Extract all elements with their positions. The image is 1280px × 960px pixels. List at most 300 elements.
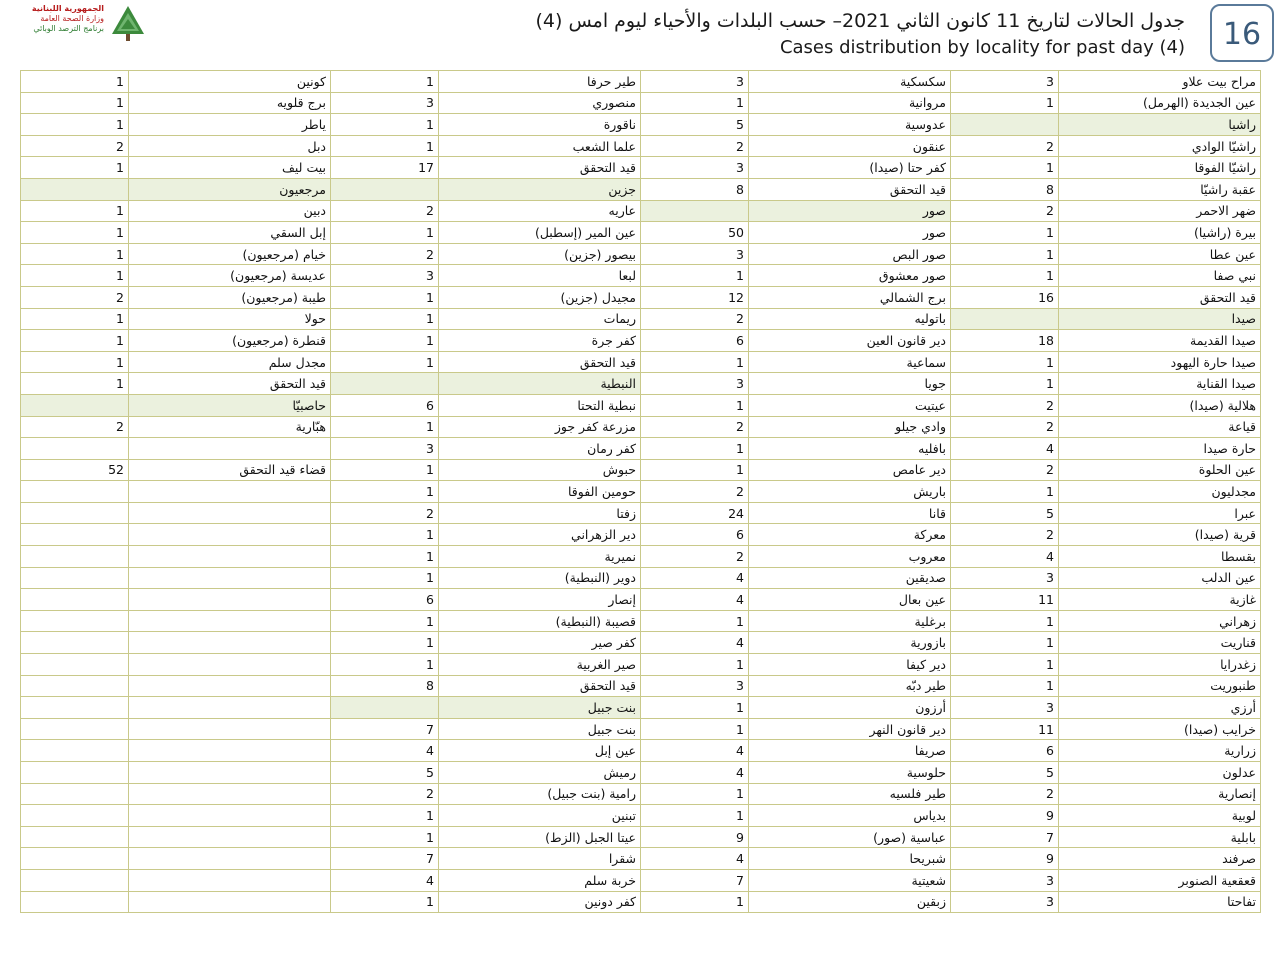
locality-name: شقرا bbox=[439, 848, 641, 870]
locality-name: بازورية bbox=[749, 632, 951, 654]
case-count bbox=[21, 524, 129, 546]
locality-name: تفاحتا bbox=[1059, 891, 1261, 913]
locality-name: بقسطا bbox=[1059, 546, 1261, 568]
locality-name: سماعية bbox=[749, 351, 951, 373]
locality-name: زغدرايا bbox=[1059, 654, 1261, 676]
case-count: 1 bbox=[951, 373, 1059, 395]
locality-name: قعقعية الصنوبر bbox=[1059, 869, 1261, 891]
locality-name bbox=[129, 891, 331, 913]
case-count: 2 bbox=[641, 135, 749, 157]
locality-name: إنصار bbox=[439, 589, 641, 611]
locality-name: شبريحا bbox=[749, 848, 951, 870]
locality-name: علما الشعب bbox=[439, 135, 641, 157]
table-row bbox=[21, 891, 1261, 913]
locality-name: كفر حتا (صيدا) bbox=[749, 157, 951, 179]
locality-name: هلالية (صيدا) bbox=[1059, 394, 1261, 416]
table-row bbox=[21, 92, 1261, 114]
case-count: 4 bbox=[641, 848, 749, 870]
locality-name bbox=[129, 718, 331, 740]
case-count: 1 bbox=[951, 243, 1059, 265]
case-count: 7 bbox=[331, 848, 439, 870]
case-count bbox=[21, 826, 129, 848]
case-count: 1 bbox=[331, 546, 439, 568]
locality-name: منصوري bbox=[439, 92, 641, 114]
case-count: 1 bbox=[951, 351, 1059, 373]
locality-name: حبوش bbox=[439, 459, 641, 481]
locality-name bbox=[129, 610, 331, 632]
case-count bbox=[21, 718, 129, 740]
locality-name: لبعا bbox=[439, 265, 641, 287]
case-count: 9 bbox=[951, 805, 1059, 827]
case-count: 1 bbox=[331, 459, 439, 481]
locality-name: جويا bbox=[749, 373, 951, 395]
table-row bbox=[21, 351, 1261, 373]
case-count: 2 bbox=[641, 416, 749, 438]
case-count: 2 bbox=[951, 135, 1059, 157]
locality-name bbox=[129, 697, 331, 719]
table-row bbox=[21, 135, 1261, 157]
locality-name: مجيدل (جزين) bbox=[439, 286, 641, 308]
case-count: 1 bbox=[331, 805, 439, 827]
case-count bbox=[21, 654, 129, 676]
case-count: 5 bbox=[951, 762, 1059, 784]
case-count: 52 bbox=[21, 459, 129, 481]
case-count: 1 bbox=[331, 114, 439, 136]
case-count: 4 bbox=[331, 740, 439, 762]
locality-name: مجدل سلم bbox=[129, 351, 331, 373]
case-count: 1 bbox=[641, 92, 749, 114]
table-row bbox=[21, 869, 1261, 891]
case-count: 1 bbox=[951, 481, 1059, 503]
locality-name: دير قانون العين bbox=[749, 330, 951, 352]
case-count: 3 bbox=[641, 373, 749, 395]
locality-name: برج الشمالي bbox=[749, 286, 951, 308]
locality-name: قرية (صيدا) bbox=[1059, 524, 1261, 546]
case-count: 4 bbox=[331, 869, 439, 891]
case-count: 2 bbox=[951, 524, 1059, 546]
locality-name: عين الدلب bbox=[1059, 567, 1261, 589]
locality-name: بنت جبيل bbox=[439, 697, 641, 719]
locality-name: قيد التحقق bbox=[129, 373, 331, 395]
case-count: 2 bbox=[641, 308, 749, 330]
case-count: 8 bbox=[951, 178, 1059, 200]
case-count bbox=[331, 178, 439, 200]
case-count: 4 bbox=[641, 762, 749, 784]
case-count bbox=[21, 502, 129, 524]
locality-name bbox=[129, 438, 331, 460]
locality-name bbox=[129, 481, 331, 503]
locality-name: عاريه bbox=[439, 200, 641, 222]
case-count bbox=[21, 783, 129, 805]
table-row bbox=[21, 826, 1261, 848]
locality-name: كونين bbox=[129, 71, 331, 93]
locality-name bbox=[129, 783, 331, 805]
case-count: 1 bbox=[641, 891, 749, 913]
case-count: 2 bbox=[951, 394, 1059, 416]
locality-name: طنبوريت bbox=[1059, 675, 1261, 697]
table-row bbox=[21, 675, 1261, 697]
case-count bbox=[21, 740, 129, 762]
locality-name: معروب bbox=[749, 546, 951, 568]
case-count bbox=[21, 869, 129, 891]
case-count: 7 bbox=[331, 718, 439, 740]
case-count: 1 bbox=[331, 654, 439, 676]
case-count bbox=[641, 200, 749, 222]
locality-name: باريش bbox=[749, 481, 951, 503]
locality-name: نبطية التحتا bbox=[439, 394, 641, 416]
locality-name: قضاء قيد التحقق bbox=[129, 459, 331, 481]
table-row bbox=[21, 459, 1261, 481]
table-row bbox=[21, 330, 1261, 352]
locality-name bbox=[129, 826, 331, 848]
case-count bbox=[21, 438, 129, 460]
case-count: 1 bbox=[951, 654, 1059, 676]
case-count: 1 bbox=[21, 373, 129, 395]
case-count: 1 bbox=[641, 654, 749, 676]
case-count bbox=[331, 373, 439, 395]
case-count: 1 bbox=[21, 200, 129, 222]
case-count: 8 bbox=[331, 675, 439, 697]
table-row bbox=[21, 178, 1261, 200]
locality-name: طير فلسيه bbox=[749, 783, 951, 805]
case-count bbox=[951, 114, 1059, 136]
locality-name: قيد التحقق bbox=[749, 178, 951, 200]
case-count: 4 bbox=[951, 546, 1059, 568]
locality-name: برج قلويه bbox=[129, 92, 331, 114]
locality-name: صور bbox=[749, 200, 951, 222]
page-number-badge: 16 bbox=[1210, 4, 1274, 62]
locality-name: رميش bbox=[439, 762, 641, 784]
case-count: 1 bbox=[641, 783, 749, 805]
table-row bbox=[21, 718, 1261, 740]
locality-name: صيدا حارة اليهود bbox=[1059, 351, 1261, 373]
locality-name: عين الحلوة bbox=[1059, 459, 1261, 481]
case-count bbox=[21, 481, 129, 503]
logo-line-1: الجمهورية اللبنانية bbox=[31, 4, 104, 13]
case-count: 1 bbox=[331, 416, 439, 438]
locality-name: عدلون bbox=[1059, 762, 1261, 784]
case-count: 1 bbox=[331, 481, 439, 503]
case-count: 2 bbox=[331, 502, 439, 524]
locality-name: خربة سلم bbox=[439, 869, 641, 891]
case-count: 1 bbox=[331, 891, 439, 913]
case-count: 1 bbox=[951, 92, 1059, 114]
case-count: 4 bbox=[641, 567, 749, 589]
case-count: 2 bbox=[641, 546, 749, 568]
locality-name: ناقورة bbox=[439, 114, 641, 136]
case-count: 6 bbox=[951, 740, 1059, 762]
case-count: 1 bbox=[331, 135, 439, 157]
locality-name: عين الجديدة (الهرمل) bbox=[1059, 92, 1261, 114]
case-count: 1 bbox=[641, 697, 749, 719]
ministry-logo bbox=[8, 4, 148, 44]
locality-name: مروانية bbox=[749, 92, 951, 114]
table-row bbox=[21, 157, 1261, 179]
case-count: 4 bbox=[951, 438, 1059, 460]
case-count: 5 bbox=[951, 502, 1059, 524]
case-count: 12 bbox=[641, 286, 749, 308]
case-count: 6 bbox=[641, 524, 749, 546]
case-count: 1 bbox=[331, 524, 439, 546]
locality-name: قصيبة (النبطية) bbox=[439, 610, 641, 632]
table-row bbox=[21, 243, 1261, 265]
locality-name: أرزون bbox=[749, 697, 951, 719]
locality-name bbox=[129, 524, 331, 546]
case-count: 11 bbox=[951, 589, 1059, 611]
locality-name: مجدليون bbox=[1059, 481, 1261, 503]
locality-name: إنصارية bbox=[1059, 783, 1261, 805]
locality-name: عين المير (إسطبل) bbox=[439, 222, 641, 244]
case-count: 1 bbox=[951, 265, 1059, 287]
case-count: 2 bbox=[331, 783, 439, 805]
locality-name: عقبة راشيّا bbox=[1059, 178, 1261, 200]
case-count: 1 bbox=[951, 610, 1059, 632]
case-count: 1 bbox=[21, 351, 129, 373]
locality-name: عنقون bbox=[749, 135, 951, 157]
case-count: 1 bbox=[331, 71, 439, 93]
locality-name: كفر دونين bbox=[439, 891, 641, 913]
case-count: 3 bbox=[331, 265, 439, 287]
case-count: 1 bbox=[951, 222, 1059, 244]
case-count bbox=[21, 632, 129, 654]
locality-name: قناريت bbox=[1059, 632, 1261, 654]
case-count: 5 bbox=[331, 762, 439, 784]
table-row bbox=[21, 438, 1261, 460]
case-count: 1 bbox=[21, 265, 129, 287]
locality-name: قنطرة (مرجعيون) bbox=[129, 330, 331, 352]
locality-name: عين إبل bbox=[439, 740, 641, 762]
case-count: 6 bbox=[331, 589, 439, 611]
case-count: 7 bbox=[641, 869, 749, 891]
case-count: 3 bbox=[641, 71, 749, 93]
case-count: 17 bbox=[331, 157, 439, 179]
locality-name: معركة bbox=[749, 524, 951, 546]
table-row bbox=[21, 286, 1261, 308]
table-row bbox=[21, 567, 1261, 589]
table-row bbox=[21, 697, 1261, 719]
table-row bbox=[21, 481, 1261, 503]
case-count: 3 bbox=[641, 675, 749, 697]
locality-name: صيدا القديمة bbox=[1059, 330, 1261, 352]
cases-table-body bbox=[21, 71, 1261, 913]
locality-name bbox=[129, 848, 331, 870]
case-count: 1 bbox=[21, 71, 129, 93]
locality-name: باتوليه bbox=[749, 308, 951, 330]
locality-name bbox=[129, 805, 331, 827]
table-row bbox=[21, 71, 1261, 93]
page-header bbox=[0, 0, 1280, 68]
locality-name: دير الزهراني bbox=[439, 524, 641, 546]
locality-name: زرارية bbox=[1059, 740, 1261, 762]
table-row bbox=[21, 222, 1261, 244]
locality-name: حومين الفوقا bbox=[439, 481, 641, 503]
locality-name: دير عامص bbox=[749, 459, 951, 481]
table-row bbox=[21, 416, 1261, 438]
locality-name: صور البص bbox=[749, 243, 951, 265]
locality-name: زهراني bbox=[1059, 610, 1261, 632]
table-row bbox=[21, 394, 1261, 416]
case-count: 2 bbox=[21, 135, 129, 157]
locality-name: سكسكية bbox=[749, 71, 951, 93]
locality-name: دير كيفا bbox=[749, 654, 951, 676]
table-row bbox=[21, 610, 1261, 632]
locality-name: بافليه bbox=[749, 438, 951, 460]
table-row bbox=[21, 589, 1261, 611]
case-count: 2 bbox=[21, 286, 129, 308]
locality-name: بيرة (راشيا) bbox=[1059, 222, 1261, 244]
case-count: 1 bbox=[21, 114, 129, 136]
table-row bbox=[21, 308, 1261, 330]
case-count: 1 bbox=[951, 157, 1059, 179]
case-count: 2 bbox=[331, 200, 439, 222]
locality-name: برغلية bbox=[749, 610, 951, 632]
locality-name: حولا bbox=[129, 308, 331, 330]
case-count: 7 bbox=[951, 826, 1059, 848]
locality-name: أرزي bbox=[1059, 697, 1261, 719]
locality-name bbox=[129, 869, 331, 891]
locality-name: مزرعة كفر جوز bbox=[439, 416, 641, 438]
case-count: 2 bbox=[21, 416, 129, 438]
case-count: 3 bbox=[951, 71, 1059, 93]
locality-name: بنت جبيل bbox=[439, 718, 641, 740]
locality-name bbox=[129, 546, 331, 568]
locality-name: صيدا القناية bbox=[1059, 373, 1261, 395]
locality-name: لوبية bbox=[1059, 805, 1261, 827]
case-count: 2 bbox=[951, 459, 1059, 481]
locality-name: طيبة (مرجعيون) bbox=[129, 286, 331, 308]
case-count: 1 bbox=[641, 718, 749, 740]
locality-name: نميرية bbox=[439, 546, 641, 568]
locality-name: بيت ليف bbox=[129, 157, 331, 179]
locality-name: قانا bbox=[749, 502, 951, 524]
table-row bbox=[21, 502, 1261, 524]
case-count: 3 bbox=[331, 92, 439, 114]
locality-name: عبرا bbox=[1059, 502, 1261, 524]
case-count: 9 bbox=[641, 826, 749, 848]
case-count: 4 bbox=[641, 740, 749, 762]
table-row bbox=[21, 265, 1261, 287]
locality-name: حارة صيدا bbox=[1059, 438, 1261, 460]
case-count: 1 bbox=[21, 222, 129, 244]
locality-name: عديسة (مرجعيون) bbox=[129, 265, 331, 287]
logo-text bbox=[8, 4, 104, 34]
case-count: 3 bbox=[951, 891, 1059, 913]
case-count: 2 bbox=[951, 783, 1059, 805]
locality-name: قيد التحقق bbox=[439, 351, 641, 373]
logo-line-3: برنامج الترصد الوبائي bbox=[33, 24, 104, 33]
locality-name bbox=[129, 762, 331, 784]
locality-name: عيتيت bbox=[749, 394, 951, 416]
locality-name: كفر جرة bbox=[439, 330, 641, 352]
title-english: Cases distribution by locality for past day (4) bbox=[779, 37, 1185, 58]
case-count: 1 bbox=[331, 330, 439, 352]
locality-name: راشيا bbox=[1059, 114, 1261, 136]
locality-name: صرفند bbox=[1059, 848, 1261, 870]
locality-name: قيد التحقق bbox=[1059, 286, 1261, 308]
locality-name: كفر رمان bbox=[439, 438, 641, 460]
case-count: 50 bbox=[641, 222, 749, 244]
locality-name: بيصور (جزين) bbox=[439, 243, 641, 265]
case-count: 18 bbox=[951, 330, 1059, 352]
locality-name bbox=[129, 654, 331, 676]
case-count: 1 bbox=[641, 438, 749, 460]
locality-name: رامية (بنت جبيل) bbox=[439, 783, 641, 805]
locality-name: صور bbox=[749, 222, 951, 244]
case-count bbox=[21, 848, 129, 870]
locality-name: صيدا bbox=[1059, 308, 1261, 330]
case-count bbox=[331, 697, 439, 719]
case-count: 2 bbox=[641, 481, 749, 503]
case-count: 1 bbox=[641, 610, 749, 632]
locality-name: دوير (النبطية) bbox=[439, 567, 641, 589]
case-count: 1 bbox=[331, 351, 439, 373]
case-count: 3 bbox=[951, 697, 1059, 719]
case-count: 6 bbox=[641, 330, 749, 352]
locality-name bbox=[129, 740, 331, 762]
table-row bbox=[21, 200, 1261, 222]
locality-name: كفر صير bbox=[439, 632, 641, 654]
case-count: 1 bbox=[641, 351, 749, 373]
case-count: 1 bbox=[331, 222, 439, 244]
table-row bbox=[21, 632, 1261, 654]
case-count: 4 bbox=[641, 632, 749, 654]
case-count: 3 bbox=[641, 243, 749, 265]
locality-name: قياعة bbox=[1059, 416, 1261, 438]
table-row bbox=[21, 783, 1261, 805]
case-count: 2 bbox=[331, 243, 439, 265]
cedar-icon bbox=[108, 4, 148, 44]
case-count: 3 bbox=[951, 869, 1059, 891]
locality-name: قيد التحقق bbox=[439, 157, 641, 179]
case-count: 1 bbox=[951, 632, 1059, 654]
table-row bbox=[21, 654, 1261, 676]
case-count bbox=[21, 178, 129, 200]
locality-name: طير دبّه bbox=[749, 675, 951, 697]
locality-name: وادي جيلو bbox=[749, 416, 951, 438]
case-count bbox=[21, 891, 129, 913]
locality-name: صديقين bbox=[749, 567, 951, 589]
case-count: 1 bbox=[21, 92, 129, 114]
locality-name: نبي صفا bbox=[1059, 265, 1261, 287]
locality-name: راشيّا الفوقا bbox=[1059, 157, 1261, 179]
locality-name: راشيّا الوادي bbox=[1059, 135, 1261, 157]
case-count bbox=[21, 567, 129, 589]
locality-name: زبقين bbox=[749, 891, 951, 913]
locality-name: مراح بيت علاو bbox=[1059, 71, 1261, 93]
case-count: 1 bbox=[21, 330, 129, 352]
case-count: 1 bbox=[331, 308, 439, 330]
locality-name bbox=[129, 632, 331, 654]
locality-name bbox=[129, 675, 331, 697]
table-row bbox=[21, 848, 1261, 870]
case-count bbox=[21, 762, 129, 784]
case-count: 4 bbox=[641, 589, 749, 611]
locality-name: عباسية (صور) bbox=[749, 826, 951, 848]
table-row bbox=[21, 762, 1261, 784]
locality-name: دبل bbox=[129, 135, 331, 157]
locality-name: ريمات bbox=[439, 308, 641, 330]
locality-name: حاصبيّا bbox=[129, 394, 331, 416]
case-count bbox=[21, 394, 129, 416]
locality-name: دبين bbox=[129, 200, 331, 222]
case-count bbox=[21, 546, 129, 568]
case-count: 5 bbox=[641, 114, 749, 136]
case-count: 1 bbox=[641, 805, 749, 827]
locality-name bbox=[129, 589, 331, 611]
case-count: 9 bbox=[951, 848, 1059, 870]
locality-name: خيام (مرجعيون) bbox=[129, 243, 331, 265]
case-count: 1 bbox=[331, 567, 439, 589]
